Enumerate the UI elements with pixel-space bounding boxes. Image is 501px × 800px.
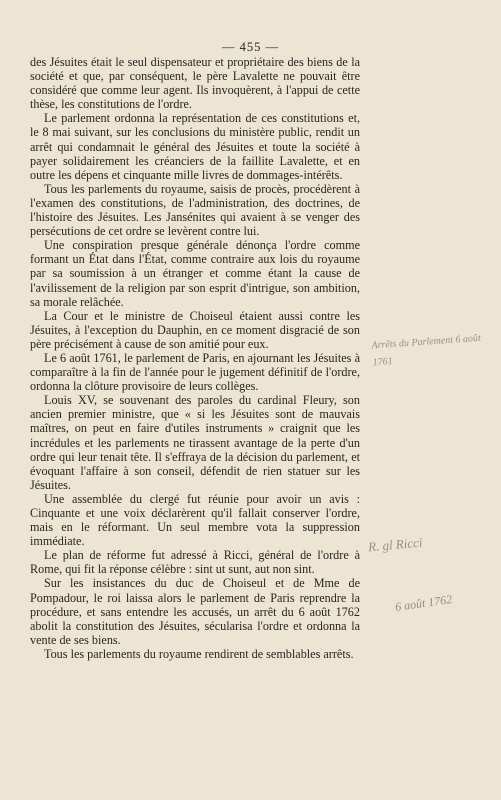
margin-note: Arrêts du Parlement 6 août 1761 [371, 332, 482, 369]
page-number: — 455 — [222, 40, 279, 54]
paragraph: Une assemblée du clergé fut réunie pour avoir un avis : Cinquante et une voix déclarèrent qu'il fallait conserver l'ordre, mais en le réformant. Un seul membre vota la suppression immédiate. [30, 491, 360, 549]
paragraph: des Jésuites était le seul dispensateur et propriétaire des biens de la société et que, par conséquent, le père Lavalette ne pouvait être considéré que comme leur agent. Ils invoquèrent, à l'appui de cette thèse, les constitutions de l'ordre. [30, 55, 360, 112]
paragraph: Le plan de réforme fut adressé à Ricci, général de l'ordre à Rome, qui fit la réponse célèbre : sint ut sunt, aut non sint. [30, 548, 360, 577]
paragraph: Une conspiration presque générale dénonça l'ordre comme formant un État dans l'État, comme contraire aux lois du royaume par sa soumission à un étranger et comme étant la cause de l'avilissement de la religion par son esprit d'intrigue, son ambition, sa morale relâchée. [30, 238, 360, 309]
paragraph: Louis XV, se souvenant des paroles du cardinal Fleury, son ancien premier ministre, que « si les Jésuites sont de mauvais maîtres, on peut en faire d'utiles instruments » craignit que les incrédules et les parlements ne tirassent avantage de la perte d'un ordre qui leur tenait tête. Il s'effraya de la décision du parlement, et évoquant l'affaire à son conseil, défendit de rien statuer sur les Jésuites. [30, 393, 360, 492]
paragraph: Tous les parlements du royaume rendirent de semblables arrêts. [44, 646, 354, 661]
paragraph: Le parlement ordonna la représentation de ces constitutions et, le 8 mai suivant, sur les conclusions du ministère public, rendit un arrêt qui condamnait le général des Jésuites et toute la société à payer solidairement les créanciers de la faillite Lavalette, et en outre les dépens et cinquante mille livres de dommages-intérêts. [30, 111, 360, 182]
paragraph: La Cour et le ministre de Choiseul étaient aussi contre les Jésuites, à l'exception du Dauphin, en ce moment disgracié de son père précisément à cause de son amitié pour eux. [30, 308, 360, 351]
paragraph: Sur les insistances du duc de Choiseul et de Mme de Pompadour, le roi laissa alors le parlement de Paris reprendre la procédure, et sans entendre les accusés, un arrêt du 6 août 1762 abolit la constitution des Jésuites, sécularisa l'ordre et ordonna la vente de ses biens. [30, 576, 360, 647]
paragraph: Tous les parlements du royaume, saisis de procès, procédèrent à l'examen des constitutions, de l'administration, des doctrines, de l'histoire des Jésuites. Les Jansénites qui avaient à se venger des persécutions de cet ordre se levèrent contre lui. [30, 181, 360, 239]
margin-note: R. gl Ricci [367, 534, 424, 555]
paragraph: Le 6 août 1761, le parlement de Paris, en ajournant les Jésuites à comparaître à la fin de l'année pour le jugement définitif de l'ordre, ordonna la clôture provisoire de leurs collèges. [30, 350, 360, 394]
body-text [30, 55, 360, 661]
margin-note: 6 août 1762 [394, 592, 453, 614]
